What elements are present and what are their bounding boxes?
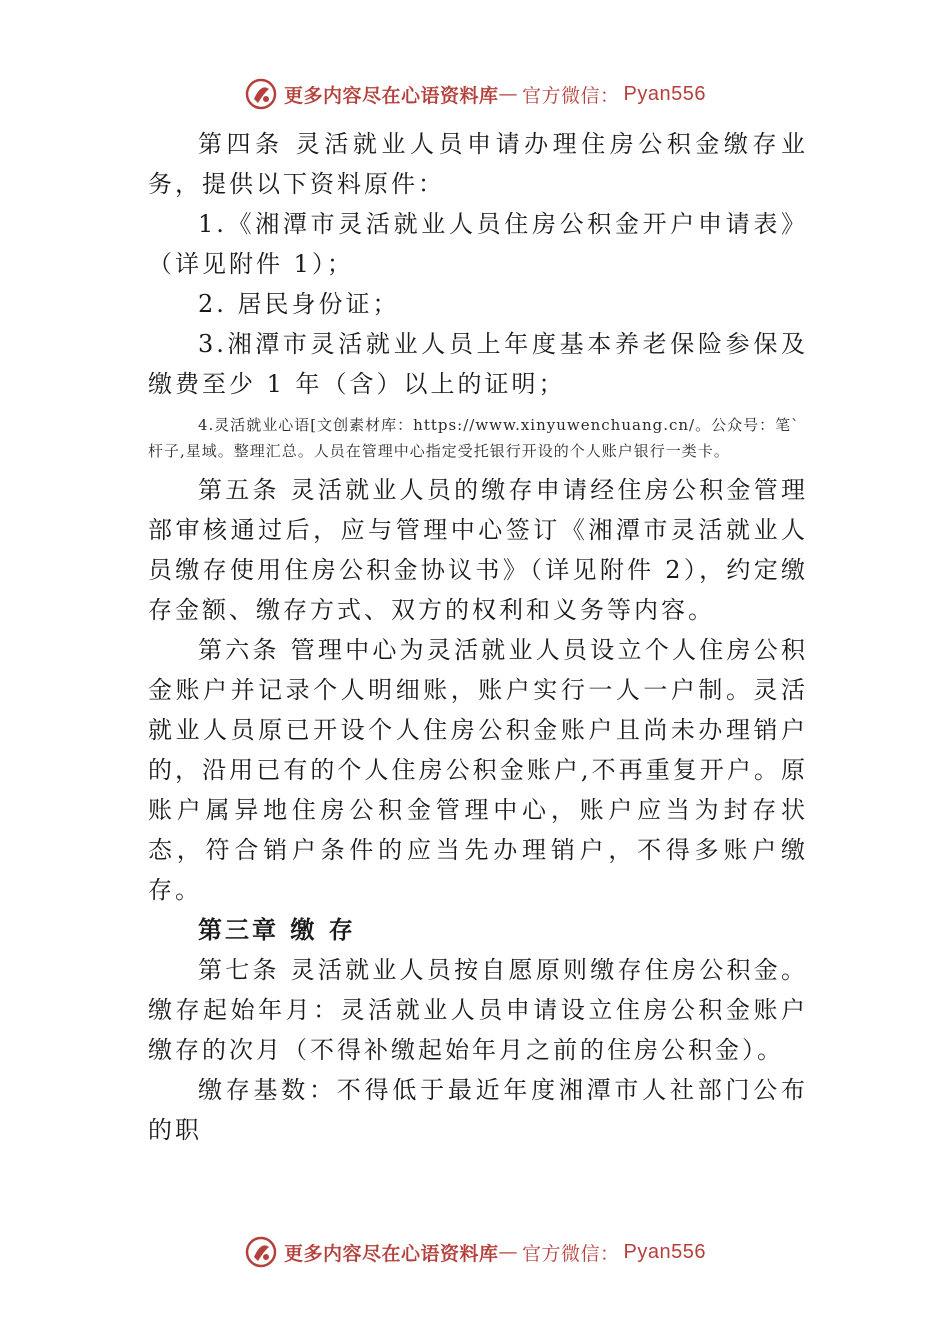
list-item-2: 2. 居民身份证； (198, 290, 400, 318)
article-7: 第七条 灵活就业人员按自愿原则缴存住房公积金。缴存起始年月：灵活就业人员申请设立住房公积金账户缴存的次月（不得补缴起始年月之前的住房公积金）。 (148, 956, 808, 1064)
footer-banner (0, 1232, 950, 1272)
contribution-base: 缴存基数：不得低于最近年度湘潭市人社部门公布的职 (148, 1076, 808, 1144)
banner-wechat-id: Pyan556 (623, 82, 706, 105)
article-6: 第六条 管理中心为灵活就业人员设立个人住房公积金账户并记录个人明细账，账户实行一人一户制。灵活就业人员原已开设个人住房公积金账户且尚未办理销户的，沿用已有的个人住房公积金账户,不再重复开户。原账户属异地住房公积金管理中心，账户应当为封存状态，符合销户条件的应当先办理销户，不得多账户缴存。 (148, 636, 808, 904)
list-item-1: 1.《湘潭市灵活就业人员住房公积金开户申请表》（详见附件 1）； (148, 210, 808, 278)
banner-wechat-id: Pyan556 (623, 1240, 706, 1263)
banner-text: 更多内容尽在心语资料库 (284, 1242, 499, 1265)
article-4: 第四条 灵活就业人员申请办理住房公积金缴存业务，提供以下资料原件： (148, 130, 808, 198)
list-item-4: 4.灵活就业心语[文创素材库：https://www.xinyuwenchuang.cn/。公众号：笔`杆子,星域。整理汇总。人员在管理中心指定受托银行开设的个人账户银行一类卡。 (148, 416, 800, 460)
chapter-heading: 第三章 缴 存 (198, 916, 356, 944)
header-banner (0, 74, 950, 114)
banner-wechat-label: 官方微信： (522, 84, 620, 107)
article-5: 第五条 灵活就业人员的缴存申请经住房公积金管理部审核通过后，应与管理中心签订《湘潭市灵活就业人员缴存使用住房公积金协议书》（详见附件 2），约定缴存金额、缴存方式、双方的权利和义务等内容。 (148, 476, 808, 624)
banner-text: 更多内容尽在心语资料库 (284, 84, 499, 107)
document-body (148, 124, 808, 1150)
banner-dash: — (498, 83, 519, 105)
banner-wechat-label: 官方微信： (522, 1242, 620, 1265)
brand-logo-icon (244, 1235, 278, 1269)
list-item-3: 3.湘潭市灵活就业人员上年度基本养老保险参保及缴费至少 1 年（含）以上的证明； (148, 330, 808, 398)
banner-dash: — (498, 1241, 519, 1263)
brand-logo-icon (244, 77, 278, 111)
